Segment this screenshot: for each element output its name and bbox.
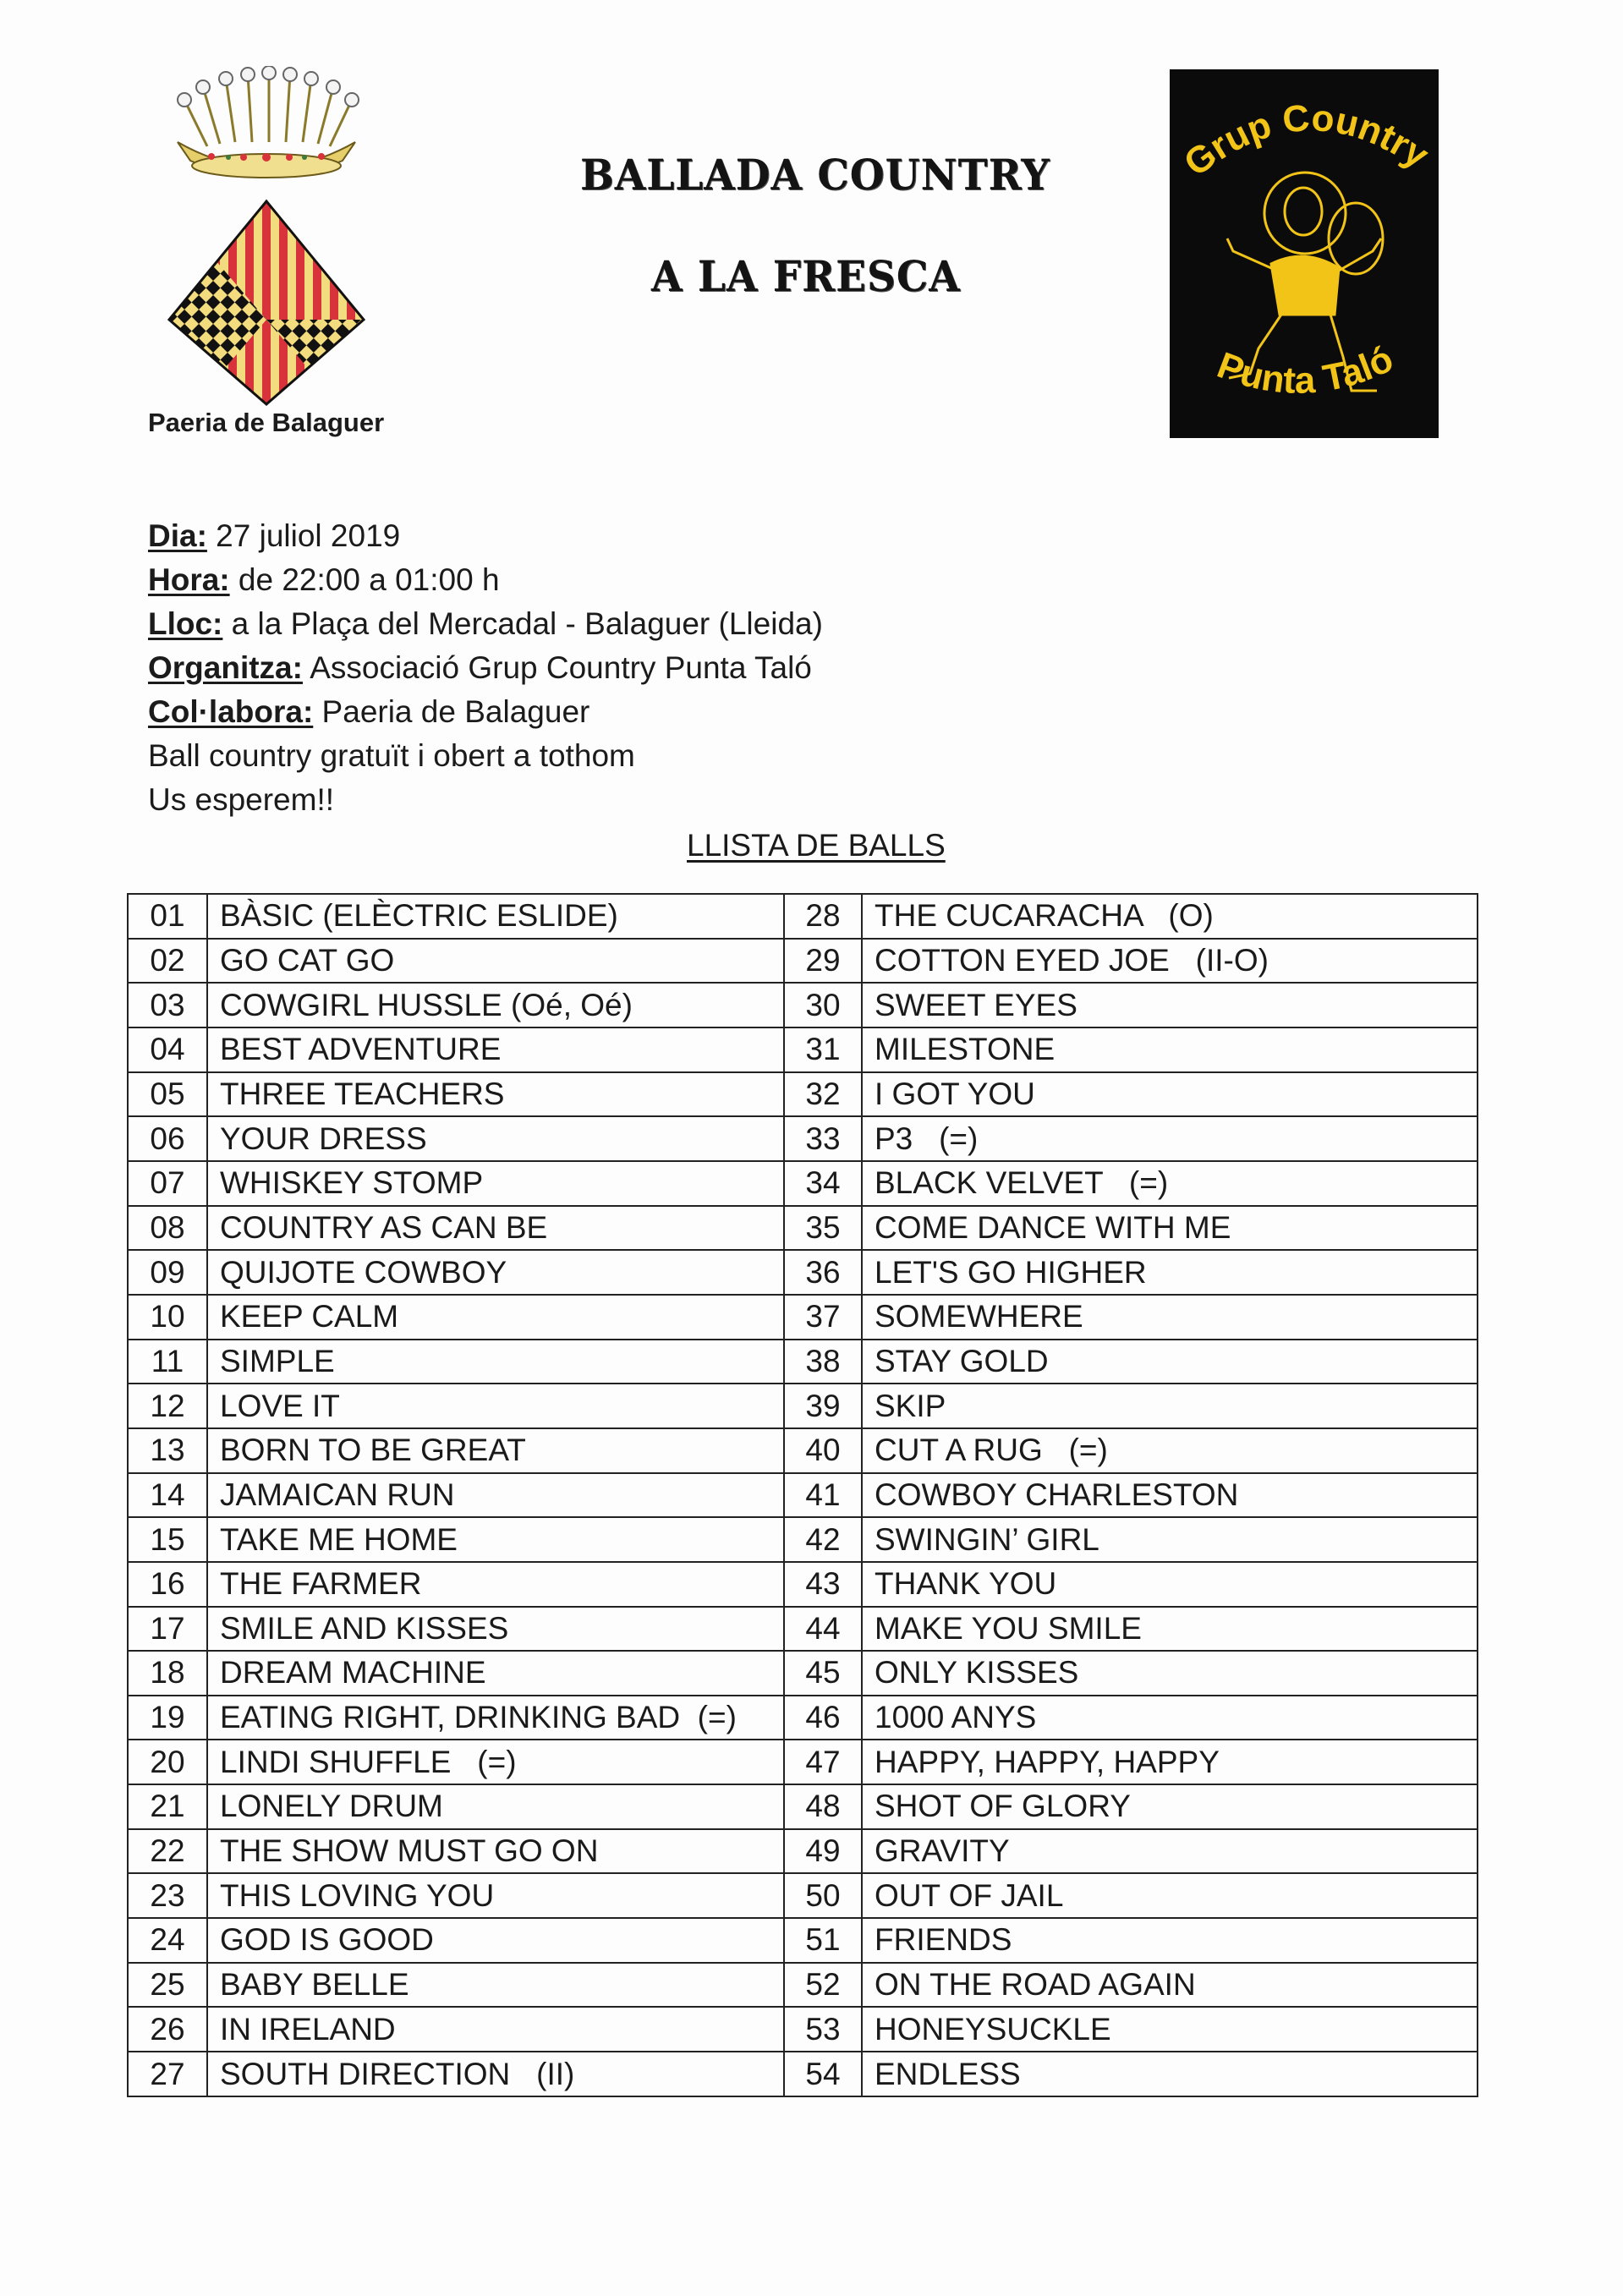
dance-name: SWEET EYES (862, 983, 1478, 1027)
table-row (128, 1027, 1478, 1072)
dance-name: LINDI SHUFFLE (=) (207, 1740, 784, 1784)
dance-number: 41 (784, 1473, 862, 1518)
dance-number: 15 (128, 1517, 207, 1562)
dance-name: HAPPY, HAPPY, HAPPY (862, 1740, 1478, 1784)
place-value: a la Plaça del Mercadal - Balaguer (Lleida) (222, 606, 823, 641)
dance-number: 06 (128, 1116, 207, 1161)
dance-number: 03 (128, 983, 207, 1027)
table-row (128, 1696, 1478, 1740)
dance-number: 36 (784, 1250, 862, 1295)
dance-name: MAKE YOU SMILE (862, 1607, 1478, 1652)
table-row (128, 1873, 1478, 1918)
dance-name: SOMEWHERE (862, 1295, 1478, 1340)
dance-name: SKIP (862, 1384, 1478, 1428)
dance-number: 25 (128, 1963, 207, 2008)
dance-number: 09 (128, 1250, 207, 1295)
table-row (128, 1340, 1478, 1384)
balaguer-coat-of-arms-logo (161, 66, 372, 408)
dance-number: 26 (128, 2007, 207, 2052)
dance-number: 43 (784, 1562, 862, 1607)
dance-name: SMILE AND KISSES (207, 1607, 784, 1652)
table-row (128, 939, 1478, 984)
dance-number: 01 (128, 894, 207, 939)
table-row (128, 1607, 1478, 1652)
dance-name: LOVE IT (207, 1384, 784, 1428)
dance-number: 05 (128, 1072, 207, 1117)
info-place (148, 602, 823, 646)
dance-name: SWINGIN’ GIRL (862, 1517, 1478, 1562)
info-time (148, 558, 500, 602)
dance-name: IN IRELAND (207, 2007, 784, 2052)
dance-name: SOUTH DIRECTION (II) (207, 2052, 784, 2096)
dance-name: THE SHOW MUST GO ON (207, 1829, 784, 1874)
dance-name: I GOT YOU (862, 1072, 1478, 1117)
dance-name: COWBOY CHARLESTON (862, 1473, 1478, 1518)
table-row (128, 1295, 1478, 1340)
table-row (128, 1784, 1478, 1829)
dance-name: THE FARMER (207, 1562, 784, 1607)
dance-number: 51 (784, 1918, 862, 1963)
date-label: Dia: (148, 518, 207, 553)
place-label: Lloc: (148, 606, 223, 641)
table-row (128, 1250, 1478, 1295)
dance-name: QUIJOTE COWBOY (207, 1250, 784, 1295)
dance-name: STAY GOLD (862, 1340, 1478, 1384)
table-row (128, 1206, 1478, 1251)
dance-name: BORN TO BE GREAT (207, 1428, 784, 1473)
dance-number: 02 (128, 939, 207, 984)
dance-name: THREE TEACHERS (207, 1072, 784, 1117)
dance-name: GOD IS GOOD (207, 1918, 784, 1963)
info-wait-line: Us esperem!! (148, 782, 335, 817)
dance-number: 11 (128, 1340, 207, 1384)
dance-number: 53 (784, 2007, 862, 2052)
table-row (128, 983, 1478, 1027)
dance-name: WHISKEY STOMP (207, 1161, 784, 1206)
dance-number: 52 (784, 1963, 862, 2008)
table-row (128, 1651, 1478, 1696)
dance-name: ONLY KISSES (862, 1651, 1478, 1696)
table-row (128, 1473, 1478, 1518)
dance-name: COTTON EYED JOE (II-O) (862, 939, 1478, 984)
dance-name: THIS LOVING YOU (207, 1873, 784, 1918)
dance-name: GO CAT GO (207, 939, 784, 984)
time-label: Hora: (148, 562, 230, 597)
dance-number: 32 (784, 1072, 862, 1117)
list-title: LLISTA DE BALLS (687, 828, 946, 863)
table-row (128, 1384, 1478, 1428)
dance-number: 19 (128, 1696, 207, 1740)
dance-name: BEST ADVENTURE (207, 1027, 784, 1072)
time-value: de 22:00 a 01:00 h (229, 562, 500, 597)
dance-number: 49 (784, 1829, 862, 1874)
dance-number: 12 (128, 1384, 207, 1428)
dance-number: 50 (784, 1873, 862, 1918)
dance-number: 46 (784, 1696, 862, 1740)
dance-name: BABY BELLE (207, 1963, 784, 2008)
dance-number: 29 (784, 939, 862, 984)
dance-number: 40 (784, 1428, 862, 1473)
table-row (128, 1562, 1478, 1607)
dance-name: COME DANCE WITH ME (862, 1206, 1478, 1251)
page-subtitle: A LA FRESCA (651, 252, 961, 302)
collaborator-label: Col·labora: (148, 694, 314, 729)
dance-number: 44 (784, 1607, 862, 1652)
table-row (128, 1918, 1478, 1963)
dance-number: 08 (128, 1206, 207, 1251)
dance-number: 07 (128, 1161, 207, 1206)
dance-list-table (127, 893, 1478, 2097)
dance-name: 1000 ANYS (862, 1696, 1478, 1740)
dance-number: 35 (784, 1206, 862, 1251)
dance-number: 10 (128, 1295, 207, 1340)
dance-number: 20 (128, 1740, 207, 1784)
table-row (128, 1161, 1478, 1206)
info-free-line: Ball country gratuït i obert a tothom (148, 738, 635, 773)
dance-name: ON THE ROAD AGAIN (862, 1963, 1478, 2008)
table-row (128, 1428, 1478, 1473)
dance-number: 38 (784, 1340, 862, 1384)
logo-text-bottom: Punta Taló (1211, 337, 1400, 402)
dance-number: 39 (784, 1384, 862, 1428)
dance-name: THANK YOU (862, 1562, 1478, 1607)
dance-name: MILESTONE (862, 1027, 1478, 1072)
dance-name: BÀSIC (ELÈCTRIC ESLIDE) (207, 894, 784, 939)
dance-name: SHOT OF GLORY (862, 1784, 1478, 1829)
dance-name: DREAM MACHINE (207, 1651, 784, 1696)
table-row (128, 1740, 1478, 1784)
dance-name: FRIENDS (862, 1918, 1478, 1963)
dance-number: 04 (128, 1027, 207, 1072)
dance-name: CUT A RUG (=) (862, 1428, 1478, 1473)
dance-name: COUNTRY AS CAN BE (207, 1206, 784, 1251)
dance-number: 30 (784, 983, 862, 1027)
info-date (148, 514, 400, 558)
table-row (128, 1829, 1478, 1874)
collaborator-value: Paeria de Balaguer (313, 694, 590, 729)
info-organizer (148, 646, 812, 690)
dance-number: 21 (128, 1784, 207, 1829)
date-value: 27 juliol 2019 (206, 518, 401, 553)
dance-name: BLACK VELVET (=) (862, 1161, 1478, 1206)
dance-name: ENDLESS (862, 2052, 1478, 2096)
dance-number: 45 (784, 1651, 862, 1696)
table-row (128, 1116, 1478, 1161)
dance-name: GRAVITY (862, 1829, 1478, 1874)
organizer-value: Associació Grup Country Punta Taló (302, 650, 812, 685)
dance-number: 31 (784, 1027, 862, 1072)
dance-number: 14 (128, 1473, 207, 1518)
crown-icon (178, 66, 359, 178)
dance-number: 37 (784, 1295, 862, 1340)
dance-name: THE CUCARACHA (O) (862, 894, 1478, 939)
logo-text-top: Grup Country (1176, 96, 1436, 185)
dance-name: TAKE ME HOME (207, 1517, 784, 1562)
dance-name: OUT OF JAIL (862, 1873, 1478, 1918)
dance-number: 13 (128, 1428, 207, 1473)
grup-country-punta-talo-logo (1170, 69, 1439, 438)
dance-name: JAMAICAN RUN (207, 1473, 784, 1518)
dance-number: 34 (784, 1161, 862, 1206)
dance-number: 18 (128, 1651, 207, 1696)
dance-number: 33 (784, 1116, 862, 1161)
dance-number: 54 (784, 2052, 862, 2096)
dance-number: 17 (128, 1607, 207, 1652)
dance-name: P3 (=) (862, 1116, 1478, 1161)
dance-number: 42 (784, 1517, 862, 1562)
dance-number: 22 (128, 1829, 207, 1874)
dance-name: SIMPLE (207, 1340, 784, 1384)
dance-name: HONEYSUCKLE (862, 2007, 1478, 2052)
dance-name: COWGIRL HUSSLE (Oé, Oé) (207, 983, 784, 1027)
dance-name: LONELY DRUM (207, 1784, 784, 1829)
table-row (128, 2052, 1478, 2096)
dance-number: 28 (784, 894, 862, 939)
dance-name: YOUR DRESS (207, 1116, 784, 1161)
shield-icon (161, 193, 372, 408)
dance-number: 16 (128, 1562, 207, 1607)
table-row (128, 1963, 1478, 2008)
dance-number: 23 (128, 1873, 207, 1918)
organizer-label: Organitza: (148, 650, 303, 685)
table-row (128, 894, 1478, 939)
info-collaborator (148, 690, 589, 734)
dance-number: 24 (128, 1918, 207, 1963)
dance-name: KEEP CALM (207, 1295, 784, 1340)
table-row (128, 2007, 1478, 2052)
dance-number: 48 (784, 1784, 862, 1829)
dance-number: 27 (128, 2052, 207, 2096)
page-title: BALLADA COUNTRY (580, 151, 1050, 200)
dance-name: LET'S GO HIGHER (862, 1250, 1478, 1295)
crest-caption: Paeria de Balaguer (148, 408, 385, 437)
table-row (128, 1517, 1478, 1562)
dance-number: 47 (784, 1740, 862, 1784)
dance-name: EATING RIGHT, DRINKING BAD (=) (207, 1696, 784, 1740)
table-row (128, 1072, 1478, 1117)
